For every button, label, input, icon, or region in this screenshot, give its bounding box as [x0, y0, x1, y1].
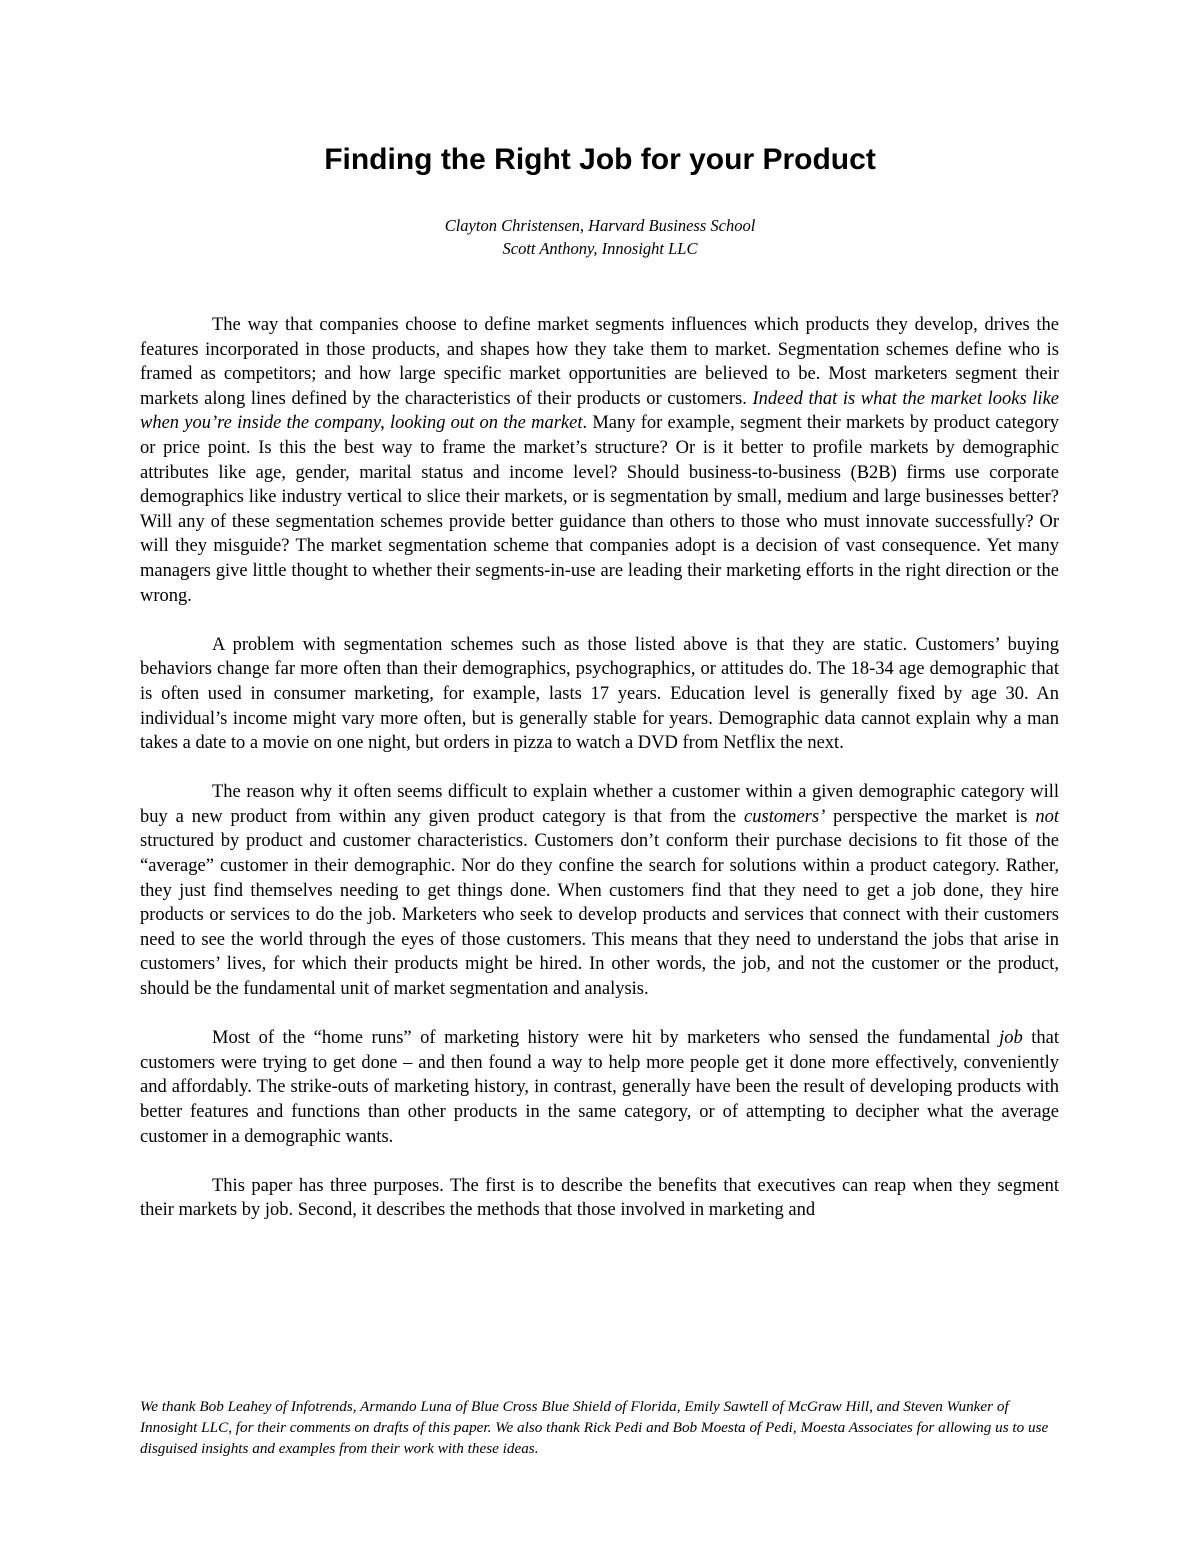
paragraph-text: . Many for example, segment their markets by product category or price point. Is this the best way to frame the market’s structure? Or is it better to profile markets by demographic attributes like age, gender, marital status and income level? Should business-to-business (B2B) firms use corporate demographics like industry vertical to slice their markets, or is segmentation by small, medium and large businesses better? Will any of these segmentation schemes provide better guidance than others to those who must innovate successfully? Or will they misguide? The market segmentation scheme that companies adopt is a decision of vast consequence. Yet many managers give little thought to whether their segments-in-use are leading their marketing efforts in the right direction or the wrong. [140, 413, 1059, 606]
paragraph-text: structured by product and customer characteristics. Customers don’t conform their purchase decisions to fit those of the “average” customer in their demographic. Nor do they confine the search for solutions within a product category. Rather, they just find themselves needing to get things done. When customers find that they need to get a job done, they hire products or services to do the job. Marketers who seek to develop products and services that connect with their customers need to see the world through the eyes of those customers. This means that they need to understand the jobs that arise in customers’ lives, for which their products might be hired. In other words, the job, and not the customer or the product, should be the fundamental unit of market segmentation and analysis. [140, 831, 1059, 1000]
emphasis-text: not [1035, 806, 1060, 827]
paragraph-text: This paper has three purposes. The first is to describe the benefits that executives can reap when they segment their markets by job. Second, it describes the methods that those involved in marketing and [140, 1175, 1059, 1221]
paragraph-text: perspective the market is [825, 806, 1036, 827]
body-paragraph [140, 1174, 1059, 1223]
paragraph-text: that customers were trying to get done – and then found a way to help more people get it done more effectively, conveniently and affordably. The strike-outs of marketing history, in contrast, generally have been the result of developing products with better features and functions than other products in the same category, or of attempting to decipher what the average customer in a demographic wants. [140, 1028, 1060, 1147]
acknowledgement-footnote: We thank Bob Leahey of Infotrends, Armando Luna of Blue Cross Blue Shield of Florida, Emily Sawtell of McGraw Hill, and Steven Wunker of Innosight LLC, for their comments on drafts of this paper. We also thank Rick Pedi and Bob Moesta of Pedi, Moesta Associates for allowing us to use disguised insights and examples from their work with these ideas. [140, 1398, 1049, 1457]
page-title: Finding the Right Job for your Product [324, 143, 876, 176]
emphasis-text: Indeed that is what the market looks like when you’re inside the company, looking out on the market [140, 388, 1059, 434]
article-body [140, 313, 1059, 1223]
paragraph-text: The reason why it often seems difficult to explain whether a customer within a given demographic category will buy a new product from within any given product category is that from the [140, 782, 1059, 827]
body-paragraph [140, 633, 1059, 756]
paragraph-text: A problem with segmentation schemes such as those listed above is that they are static. Customers’ buying behaviors change far more often than their demographics, psychographics, or attitudes do. The 18-34 age demographic that is often used in consumer marketing, for example, lasts 17 years. Education level is generally fixed by age 30. An individual’s income might vary more often, but is generally stable for years. Demographic data cannot explain why a man takes a date to a movie on one night, but orders in pizza to watch a DVD from Netflix the next. [140, 634, 1059, 754]
body-paragraph [140, 313, 1059, 608]
author-block [140, 214, 1060, 260]
body-paragraph [140, 780, 1059, 1001]
body-paragraph [140, 1026, 1059, 1149]
emphasis-text: customers’ [744, 806, 826, 827]
emphasis-text: job [999, 1028, 1023, 1049]
author-line: Clayton Christensen, Harvard Business School [444, 216, 756, 235]
paragraph-text: The way that companies choose to define market segments influences which products they develop, drives the features incorporated in those products, and shapes how they take them to market. Segmentation schemes define who is framed as competitors; and how large specific market opportunities are believed to be. Most marketers segment their markets along lines defined by the characteristics of their products or customers. [140, 315, 1059, 409]
author-line: Scott Anthony, Innosight LLC [502, 239, 698, 258]
paragraph-text: Most of the “home runs” of marketing history were hit by marketers who sensed the fundamental [212, 1028, 1000, 1049]
